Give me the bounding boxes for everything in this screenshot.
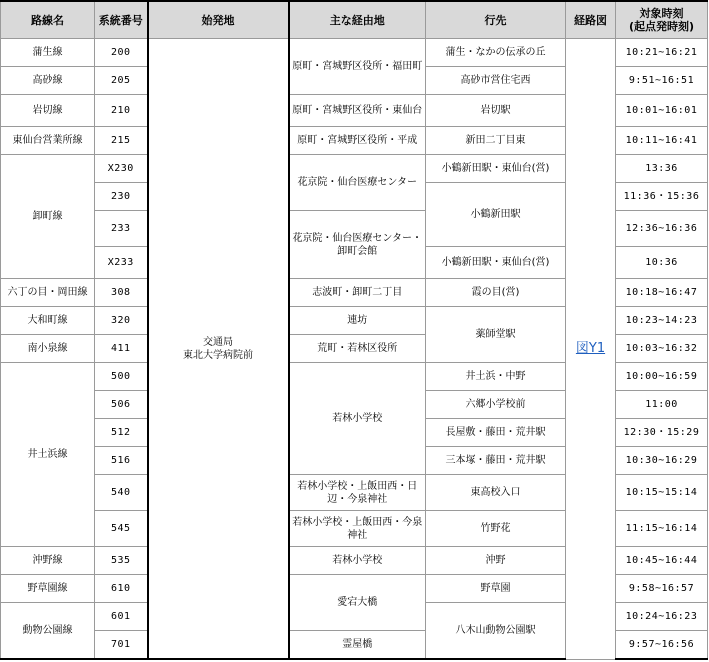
- route-name-cell: 沖野線: [1, 547, 95, 575]
- system-no-cell: 308: [95, 279, 148, 307]
- time-cell: 10:23~14:23: [616, 307, 708, 335]
- destination-cell: 小鶴新田駅・東仙台(営): [426, 155, 566, 183]
- destination-cell: 高砂市営住宅西: [426, 67, 566, 95]
- route-map-cell: [566, 39, 616, 660]
- via-cell: 霊屋橋: [289, 631, 426, 660]
- header-row: [1, 1, 708, 39]
- route-name-cell: 卸町線: [1, 155, 95, 279]
- destination-cell: 新田二丁目東: [426, 127, 566, 155]
- via-cell: 原町・宮城野区役所・平成: [289, 127, 426, 155]
- time-cell: 10:01~16:01: [616, 95, 708, 127]
- destination-cell: 野草園: [426, 575, 566, 603]
- via-cell: 原町・宮城野区役所・東仙台: [289, 95, 426, 127]
- system-no-cell: 215: [95, 127, 148, 155]
- destination-cell: 東高校入口: [426, 475, 566, 511]
- system-no-cell: 200: [95, 39, 148, 67]
- time-cell: 12:30・15:29: [616, 419, 708, 447]
- header-time: [616, 1, 708, 39]
- system-no-cell: 610: [95, 575, 148, 603]
- system-no-cell: 320: [95, 307, 148, 335]
- route-name-cell: 蒲生線: [1, 39, 95, 67]
- system-no-cell: 545: [95, 511, 148, 547]
- header-route-map: 経路図: [566, 1, 616, 39]
- time-cell: 10:36: [616, 247, 708, 279]
- time-cell: 11:15~16:14: [616, 511, 708, 547]
- route-name-cell: 六丁の目・岡田線: [1, 279, 95, 307]
- destination-cell: 小鶴新田駅・東仙台(営): [426, 247, 566, 279]
- destination-cell: 岩切駅: [426, 95, 566, 127]
- time-cell: 10:18~16:47: [616, 279, 708, 307]
- destination-cell: 長屋敷・藤田・荒井駅: [426, 419, 566, 447]
- destination-cell: 薬師堂駅: [426, 307, 566, 363]
- system-no-cell: 205: [95, 67, 148, 95]
- time-cell: 10:15~15:14: [616, 475, 708, 511]
- time-cell: 10:24~16:23: [616, 603, 708, 631]
- route-name-cell: 井土浜線: [1, 363, 95, 547]
- header-time-line1: 対象時刻: [639, 7, 684, 20]
- system-no-cell: 230: [95, 183, 148, 211]
- route-name-cell: 動物公園線: [1, 603, 95, 660]
- table-row: [1, 39, 708, 67]
- header-origin: 始発地: [148, 1, 289, 39]
- route-name-cell: 高砂線: [1, 67, 95, 95]
- destination-cell: 三本塚・藤田・荒井駅: [426, 447, 566, 475]
- route-name-cell: 東仙台営業所線: [1, 127, 95, 155]
- via-cell: 荒町・若林区役所: [289, 335, 426, 363]
- system-no-cell: 601: [95, 603, 148, 631]
- destination-cell: 霞の目(営): [426, 279, 566, 307]
- system-no-cell: 535: [95, 547, 148, 575]
- time-cell: 10:03~16:32: [616, 335, 708, 363]
- header-time-line2: (起点発時刻): [628, 20, 695, 33]
- via-cell: 愛宕大橋: [289, 575, 426, 631]
- time-cell: 10:21~16:21: [616, 39, 708, 67]
- via-cell: 若林小学校: [289, 547, 426, 575]
- via-cell: 志波町・卸町二丁目: [289, 279, 426, 307]
- time-cell: 10:45~16:44: [616, 547, 708, 575]
- destination-cell: 六郷小学校前: [426, 391, 566, 419]
- via-cell: 若林小学校・上飯田西・今泉神社: [289, 511, 426, 547]
- time-cell: 11:00: [616, 391, 708, 419]
- origin-line2: 東北大学病院前: [183, 349, 253, 361]
- system-no-cell: 233: [95, 211, 148, 247]
- via-cell: 花京院・仙台医療センター: [289, 155, 426, 211]
- origin-cell: [148, 39, 289, 660]
- time-cell: 9:51~16:51: [616, 67, 708, 95]
- destination-cell: 竹野花: [426, 511, 566, 547]
- time-cell: 13:36: [616, 155, 708, 183]
- time-cell: 9:58~16:57: [616, 575, 708, 603]
- via-cell: 花京院・仙台医療センター・卸町会館: [289, 211, 426, 279]
- time-cell: 10:30~16:29: [616, 447, 708, 475]
- header-system-no: 系統番号: [95, 1, 148, 39]
- via-cell: 若林小学校・上飯田西・日辺・今泉神社: [289, 475, 426, 511]
- system-no-cell: 512: [95, 419, 148, 447]
- via-cell: 原町・宮城野区役所・福田町: [289, 39, 426, 95]
- system-no-cell: 701: [95, 631, 148, 660]
- destination-cell: 井土浜・中野: [426, 363, 566, 391]
- via-cell: 連坊: [289, 307, 426, 335]
- route-name-cell: 南小泉線: [1, 335, 95, 363]
- system-no-cell: 411: [95, 335, 148, 363]
- destination-cell: 沖野: [426, 547, 566, 575]
- time-cell: 12:36~16:36: [616, 211, 708, 247]
- destination-cell: 蒲生・なかの伝承の丘: [426, 39, 566, 67]
- system-no-cell: 500: [95, 363, 148, 391]
- time-cell: 9:57~16:56: [616, 631, 708, 660]
- route-name-cell: 大和町線: [1, 307, 95, 335]
- destination-cell: 八木山動物公園駅: [426, 603, 566, 660]
- system-no-cell: 540: [95, 475, 148, 511]
- system-no-cell: X230: [95, 155, 148, 183]
- route-map-link[interactable]: 図Y1: [575, 340, 606, 356]
- route-name-cell: 岩切線: [1, 95, 95, 127]
- time-cell: 10:11~16:41: [616, 127, 708, 155]
- system-no-cell: 506: [95, 391, 148, 419]
- header-destination: 行先: [426, 1, 566, 39]
- time-cell: 11:36・15:36: [616, 183, 708, 211]
- via-cell: 若林小学校: [289, 363, 426, 475]
- system-no-cell: 516: [95, 447, 148, 475]
- origin-line1: 交通局: [203, 336, 233, 348]
- time-cell: 10:00~16:59: [616, 363, 708, 391]
- header-route-name: 路線名: [1, 1, 95, 39]
- system-no-cell: 210: [95, 95, 148, 127]
- header-via: 主な経由地: [289, 1, 426, 39]
- system-no-cell: X233: [95, 247, 148, 279]
- destination-cell: 小鶴新田駅: [426, 183, 566, 247]
- route-name-cell: 野草園線: [1, 575, 95, 603]
